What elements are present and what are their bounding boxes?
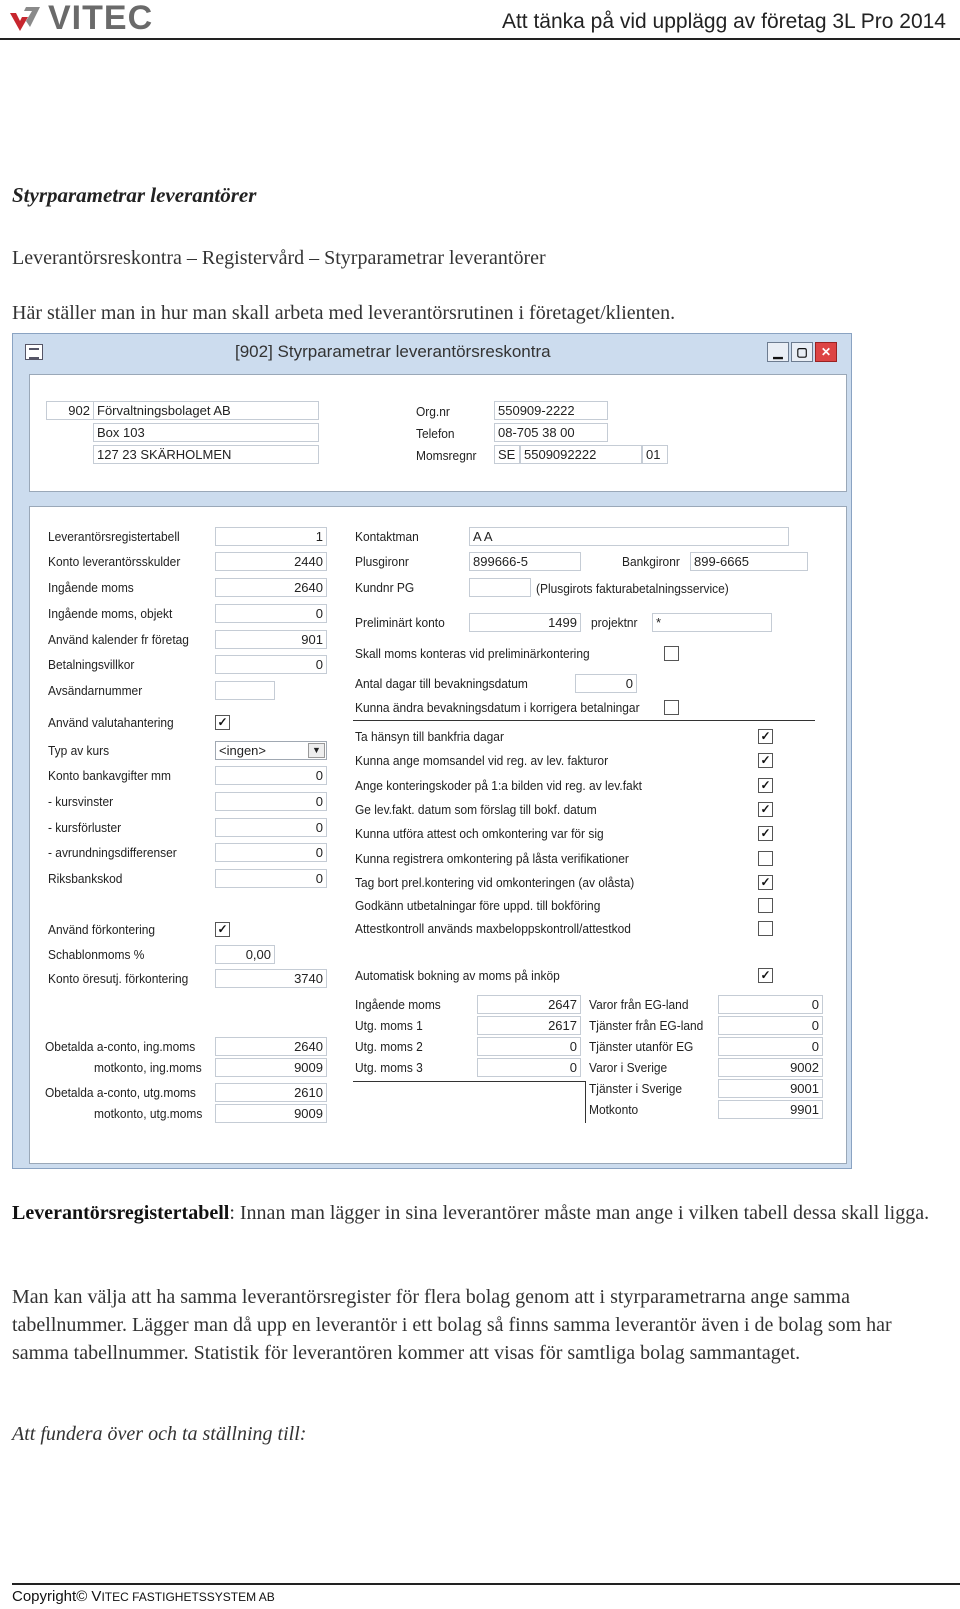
se-services-field[interactable]: 9001 [718,1079,823,1098]
counter-in-field[interactable]: 9009 [215,1058,327,1077]
vat-in-field[interactable]: 2647 [477,995,581,1014]
vat-suffix-field: 01 [642,445,668,464]
prelim-vat-label: Skall moms konteras vid preliminärkontering [355,646,590,661]
check-label: Kunna utföra attest och omkontering var för sig [355,826,604,841]
company-initial: V [91,1588,102,1605]
logo-text: VITEC [48,0,154,37]
non-eg-services-field[interactable]: 0 [718,1037,823,1056]
kundnr-note: (Plusgirots fakturabetalningsservice) [536,581,729,596]
se-goods-label: Varor i Sverige [589,1060,668,1075]
counter-account-label: Motkonto [589,1102,639,1117]
check-box[interactable]: ✓ [758,826,773,841]
supplier-table-field[interactable]: 1 [215,527,327,546]
vat-out1-label: Utg. moms 1 [355,1018,423,1033]
page-header [0,0,960,40]
schablon-vat-field[interactable]: 0,00 [215,945,275,964]
check-box[interactable]: ✓ [758,778,773,793]
rounding-label: - avrundningsdifferenser [48,845,177,860]
prelim-account-label: Preliminärt konto [355,615,445,630]
company-name-rest: ITEC FASTIGHETSSYSTEM AB [101,1590,275,1604]
paragraph-consider: Att fundera över och ta ställning till: [12,1423,307,1445]
schablon-vat-label: Schablonmoms % [48,947,145,962]
company-number: 902 [46,401,93,420]
check-box[interactable]: ✓ [758,802,773,817]
vat-out2-field[interactable]: 0 [477,1037,581,1056]
check-label: Ge lev.fakt. datum som förslag till bokf. datum [355,802,597,817]
phone-field: 08-705 38 00 [494,423,608,442]
term: Leverantörsregistertabell [12,1202,230,1224]
calendar-label: Använd kalender fr företag [48,632,189,647]
vitec-logo [8,0,154,37]
bank-fees-field[interactable]: 0 [215,766,327,785]
eg-services-label: Tjänster från EG-land [589,1018,704,1033]
check-box[interactable] [758,921,773,936]
vat-country-field: SE [494,445,520,464]
bank-fees-label: Konto bankavgifter mm [48,768,171,783]
project-label: projektnr [591,615,638,630]
window-titlebar [13,334,851,370]
settings-window [12,333,852,1169]
orgnr-field: 550909-2222 [494,401,608,420]
check-box[interactable] [758,898,773,913]
change-date-label: Kunna ändra bevakningsdatum i korrigera betalningar [355,700,640,715]
check-box[interactable] [758,851,773,866]
vat-number-field: 5509092222 [520,445,642,464]
bankgiro-label: Bankgironr [622,554,680,569]
plusgiro-field[interactable]: 899666-5 [469,552,581,571]
rate-type-select[interactable] [215,741,327,760]
paragraph-shared-register: Man kan välja att ha samma leverantörsregister för flera bolag genom att i styrparametrarna ange samma tabellnummer. Lägger man då upp en leverantör i ett bolag så finns samma leverantör även i de bolag som har samma tabellnummer. Statistik för leverantören kommer att visas för samtliga bolag sammantaget. [12,1286,892,1364]
currency-checkbox[interactable]: ✓ [215,715,230,730]
vat-out3-label: Utg. moms 3 [355,1060,423,1075]
rounding-account-label: Konto öresutj. förkontering [48,971,189,986]
intro-text: Här ställer man in hur man skall arbeta med leverantörsrutinen i företaget/klienten. [12,302,676,324]
divider [585,1081,586,1123]
riksbank-label: Riksbankskod [48,871,123,886]
aconto-out-label: Obetalda a-conto, utg.moms [45,1085,196,1100]
rounding-field[interactable]: 0 [215,843,327,862]
counter-out-label: motkonto, utg.moms [94,1106,203,1121]
fx-gains-label: - kursvinster [48,794,114,809]
days-field[interactable]: 0 [575,674,637,693]
change-date-checkbox[interactable] [664,700,679,715]
auto-vat-label: Automatisk bokning av moms på inköp [355,968,560,983]
settings-panel [29,506,847,1164]
check-box[interactable]: ✓ [758,729,773,744]
aconto-in-field[interactable]: 2640 [215,1037,327,1056]
counter-account-field[interactable]: 9901 [718,1100,823,1119]
input-vat-label: Ingående moms [48,580,134,595]
company-panel [29,374,847,492]
company-address: Box 103 [93,423,319,442]
menu-path: Leverantörsreskontra – Registervård – Styrparametrar leverantörer [12,247,546,269]
chevron-down-icon[interactable]: ▼ [308,743,325,758]
days-label: Antal dagar till bevakningsdatum [355,676,528,691]
check-label: Kunna ange momsandel vid reg. av lev. fakturor [355,753,609,768]
sender-number-label: Avsändarnummer [48,683,143,698]
prelim-vat-checkbox[interactable] [664,646,679,661]
contact-field[interactable]: A A [469,527,789,546]
aconto-in-label: Obetalda a-conto, ing.moms [45,1039,196,1054]
payment-terms-field[interactable]: 0 [215,655,327,674]
rounding-account-field[interactable]: 3740 [215,969,327,988]
payables-account-field[interactable]: 2440 [215,552,327,571]
se-services-label: Tjänster i Sverige [589,1081,683,1096]
check-label: Tag bort prel.kontering vid omkonteringen (av olåsta) [355,875,635,890]
counter-in-label: motkonto, ing.moms [94,1060,202,1075]
fx-losses-label: - kursförluster [48,820,122,835]
input-vat-object-field[interactable]: 0 [215,604,327,623]
contact-label: Kontaktman [355,529,419,544]
calendar-field[interactable]: 901 [215,630,327,649]
rate-type-value: <ingen> [219,743,266,758]
footer-divider [12,1583,960,1585]
phone-label: Telefon [416,426,455,441]
project-field[interactable]: * [652,613,772,632]
prekontering-label: Använd förkontering [48,922,156,937]
check-label: Ange konteringskoder på 1:a bilden vid reg. av lev.fakt [355,778,642,793]
paragraph-supplier-table [12,1199,948,1227]
eg-goods-label: Varor från EG-land [589,997,689,1012]
payment-terms-label: Betalningsvillkor [48,657,135,672]
check-label: Attestkontroll används maxbeloppskontroll/attestkod [355,921,631,936]
company-name: Förvaltningsbolaget AB [93,401,319,420]
input-vat-field[interactable]: 2640 [215,578,327,597]
aconto-out-field[interactable]: 2610 [215,1083,327,1102]
section-heading: Styrparametrar leverantörer [12,183,257,207]
kundnr-label: Kundnr PG [355,580,415,595]
window-title: [902] Styrparametrar leverantörsreskontra [235,342,551,361]
orgnr-label: Org.nr [416,404,450,419]
payables-account-label: Konto leverantörsskulder [48,554,181,569]
plusgiro-label: Plusgironr [355,554,409,569]
close-icon[interactable]: ✕ [815,342,837,362]
rate-type-label: Typ av kurs [48,743,110,758]
supplier-table-label: Leverantörsregistertabell [48,529,180,544]
non-eg-services-label: Tjänster utanför EG [589,1039,694,1054]
vat-out3-field[interactable]: 0 [477,1058,581,1077]
se-goods-field[interactable]: 9002 [718,1058,823,1077]
currency-label: Använd valutahantering [48,715,174,730]
fx-losses-field[interactable]: 0 [215,818,327,837]
footer [12,1588,275,1605]
fx-gains-field[interactable]: 0 [215,792,327,811]
definition: : Innan man lägger in sina leverantörer måste man ange i vilken tabell dessa skall ligga. [229,1202,930,1224]
vat-out2-label: Utg. moms 2 [355,1039,423,1054]
auto-vat-checkbox[interactable]: ✓ [758,968,773,983]
sender-number-field[interactable] [215,681,275,700]
kundnr-field[interactable] [469,578,531,597]
prekontering-checkbox[interactable]: ✓ [215,922,230,937]
vat-label: Momsregnr [416,448,477,463]
divider [353,1081,585,1082]
divider [353,720,815,721]
document-title: Att tänka på vid upplägg av företag 3L Pro 2014 [501,10,946,33]
vitec-logo-icon [8,3,42,33]
input-vat-object-label: Ingående moms, objekt [48,606,173,621]
check-box[interactable]: ✓ [758,875,773,890]
riksbank-field[interactable]: 0 [215,869,327,888]
check-label: Kunna registrera omkontering på låsta verifikationer [355,851,629,866]
counter-out-field[interactable]: 9009 [215,1104,327,1123]
bankgiro-field[interactable]: 899-6665 [690,552,808,571]
check-box[interactable]: ✓ [758,753,773,768]
window-menu-icon[interactable] [25,344,43,360]
minimize-icon[interactable]: ▁ [767,342,789,362]
eg-services-field[interactable]: 0 [718,1016,823,1035]
copyright: Copyright© [12,1588,92,1605]
check-label: Godkänn utbetalningar före uppd. till bokföring [355,898,601,913]
eg-goods-field[interactable]: 0 [718,995,823,1014]
maximize-icon[interactable]: ▢ [791,342,813,362]
vat-in-label: Ingående moms [355,997,441,1012]
company-postal: 127 23 SKÄRHOLMEN [93,445,319,464]
prelim-account-field[interactable]: 1499 [469,613,581,632]
check-label: Ta hänsyn till bankfria dagar [355,729,504,744]
vat-out1-field[interactable]: 2617 [477,1016,581,1035]
